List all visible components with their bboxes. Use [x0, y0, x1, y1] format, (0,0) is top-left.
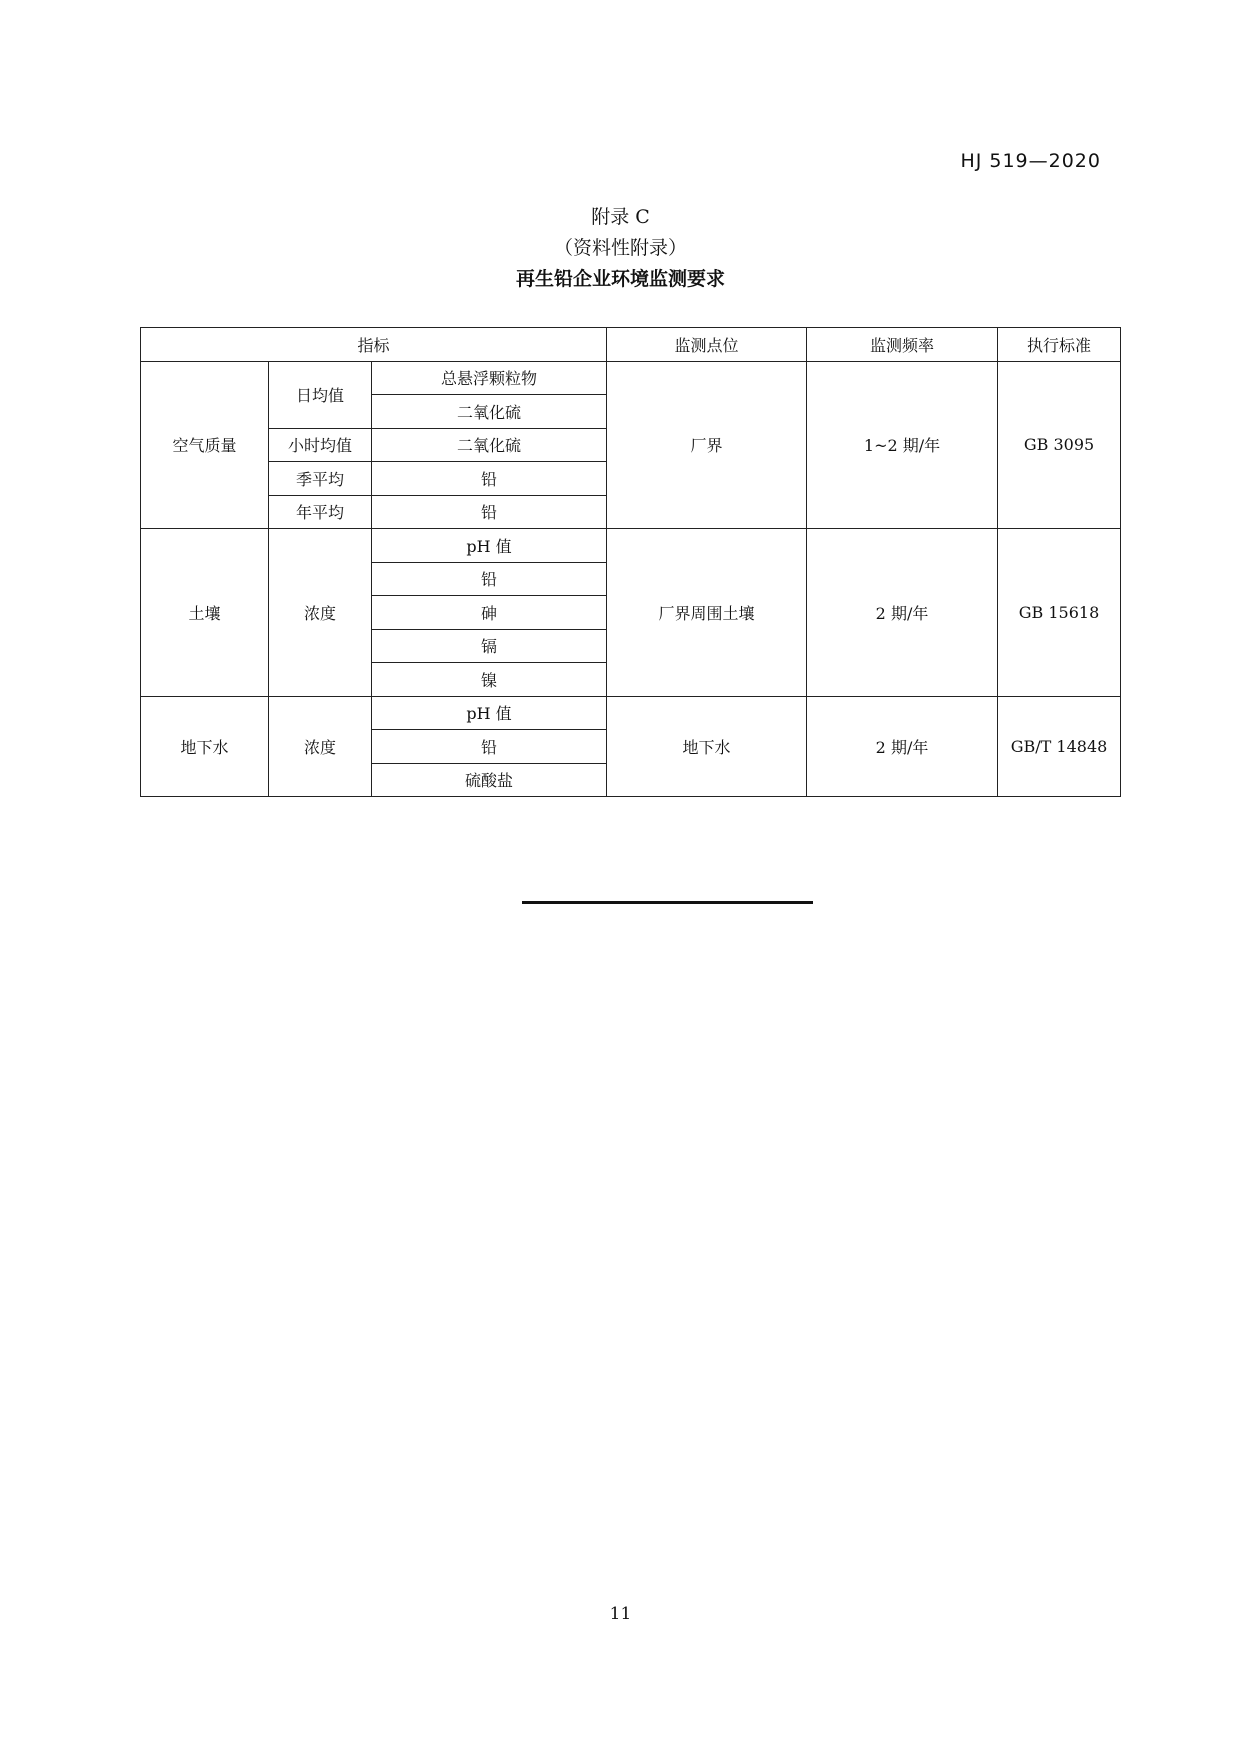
table-row	[141, 696, 1121, 730]
document-code: HJ 519—2020	[960, 150, 1101, 172]
air-tsp: 总悬浮颗粒物	[372, 361, 607, 395]
header-location: 监测点位	[607, 328, 807, 362]
soil-item: 镉	[372, 629, 607, 663]
groundwater-standard: GB/T 14848	[998, 696, 1121, 797]
soil-standard: GB 15618	[998, 529, 1121, 697]
groundwater-item: 铅	[372, 730, 607, 764]
soil-category: 土壤	[141, 529, 269, 697]
soil-item: 砷	[372, 596, 607, 630]
soil-location: 厂界周围土壤	[607, 529, 807, 697]
groundwater-location: 地下水	[607, 696, 807, 797]
page-number: 11	[609, 1604, 632, 1624]
air-annual-label: 年平均	[269, 495, 372, 529]
appendix-type: （资料性附录）	[553, 237, 687, 259]
soil-measure: 浓度	[269, 529, 372, 697]
groundwater-category: 地下水	[141, 696, 269, 797]
soil-frequency: 2 期/年	[807, 529, 998, 697]
header-indicator: 指标	[141, 328, 607, 362]
air-so2-daily: 二氧化硫	[372, 395, 607, 429]
air-so2-hourly: 二氧化硫	[372, 428, 607, 462]
end-rule	[522, 901, 813, 904]
air-frequency: 1~2 期/年	[807, 361, 998, 529]
air-hourly-label: 小时均值	[269, 428, 372, 462]
groundwater-item: pH 值	[372, 696, 607, 730]
appendix-name: 再生铅企业环境监测要求	[515, 268, 725, 290]
air-quarterly-label: 季平均	[269, 462, 372, 496]
header-standard: 执行标准	[998, 328, 1121, 362]
appendix-title: 附录 C	[591, 206, 650, 228]
soil-item: pH 值	[372, 529, 607, 563]
air-lead-quarterly: 铅	[372, 462, 607, 496]
soil-item: 铅	[372, 562, 607, 596]
air-category: 空气质量	[141, 361, 269, 529]
air-location: 厂界	[607, 361, 807, 529]
monitoring-requirements-table	[140, 327, 1121, 797]
air-lead-annual: 铅	[372, 495, 607, 529]
table-row	[141, 529, 1121, 563]
table-row	[141, 361, 1121, 395]
soil-item: 镍	[372, 663, 607, 697]
groundwater-frequency: 2 期/年	[807, 696, 998, 797]
groundwater-measure: 浓度	[269, 696, 372, 797]
air-daily-label: 日均值	[269, 361, 372, 428]
header-frequency: 监测频率	[807, 328, 998, 362]
air-standard: GB 3095	[998, 361, 1121, 529]
table-header-row	[141, 328, 1121, 362]
groundwater-item: 硫酸盐	[372, 763, 607, 797]
